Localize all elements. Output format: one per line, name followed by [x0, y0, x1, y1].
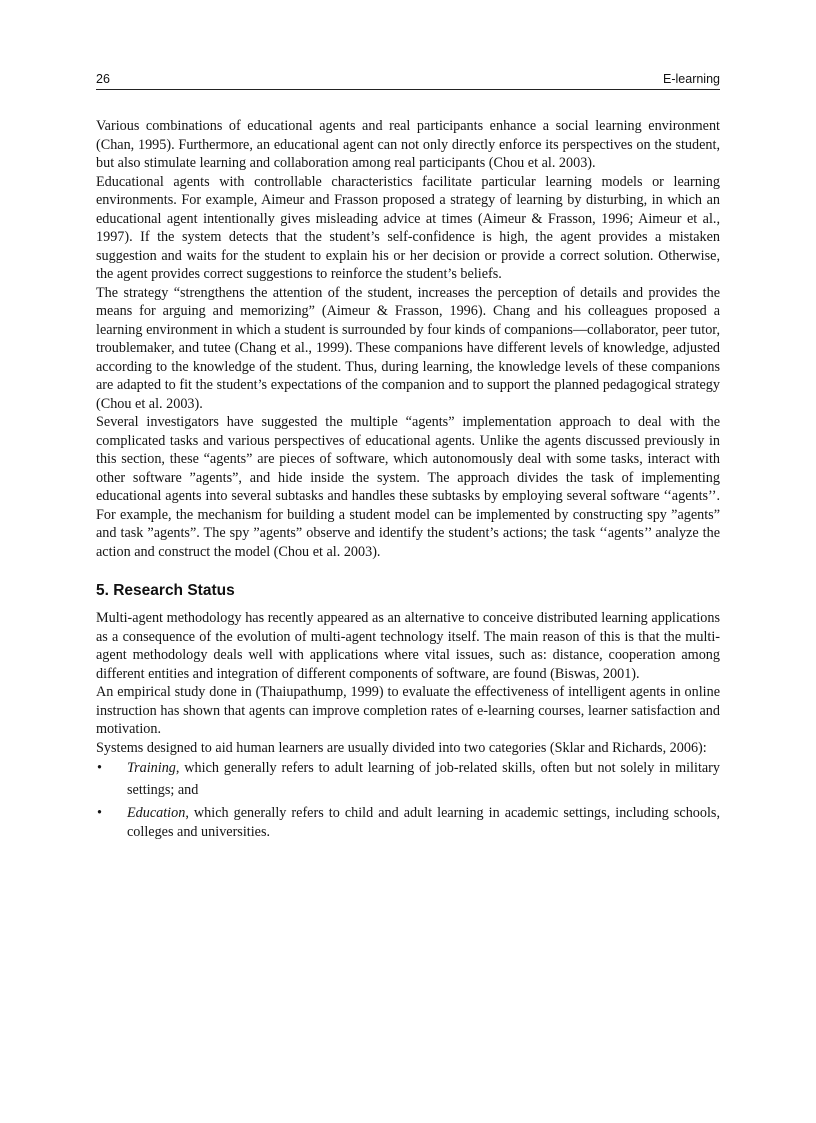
list-item — [96, 757, 720, 801]
paragraph: The strategy “strengthens the attention of the student, increases the perception of details and provides the means for arguing and memorizing” (Aimeur & Frasson, 1996). Chang and his colleagues proposed a learning environment in which a student is surrounded by four kinds of companions—collaborator, peer tutor, troublemaker, and tutee (Chang et al., 1999). These companions have different levels of knowledge, adjusted according to the knowledge of the student. Thus, during learning, the knowledge levels of these companions are adapted to fit the student’s expectations of the companion and to support the planned pedagogical strategy (Chou et al. 2003). — [96, 284, 720, 412]
page-number: 26 — [96, 72, 110, 86]
paragraph: Various combinations of educational agents and real participants enhance a social learning environment (Chan, 1995). Furthermore, an educational agent can not only directly enforce its perspectives on the student, but also stimulate learning and collaboration among real participants (Chou et al. 2003). — [96, 118, 720, 171]
list-item — [96, 804, 720, 841]
paragraph: Several investigators have suggested the multiple “agents” implementation approach to deal with the complicated tasks and various perspectives of educational agents. Unlike the agents discussed previously in this section, these “agents” are pieces of software, which autonomously deal with some tasks, interact with other software ”agents”, and hide inside the system. The approach divides the task of implementing educational agents into several subtasks and handles these subtasks by employing several software ‘‘agents’’. For example, the mechanism for building a student model can be implemented by constructing spy ”agents” and task ”agents”. The spy ”agents” observe and identify the student’s actions; the task ‘‘agents’’ analyze the action and construct the model (Chou et al. 2003). — [96, 414, 720, 560]
bullet-icon: • — [97, 760, 102, 776]
running-title: E-learning — [663, 72, 720, 86]
list-term: Education — [127, 805, 186, 821]
bullet-icon: • — [97, 805, 102, 821]
list-text: , which generally refers to adult learning of job-related skills, often but not solely in military settings; and — [127, 760, 720, 798]
section-heading: 5. Research Status — [96, 582, 235, 599]
paragraph: An empirical study done in (Thaiupathump, 1999) to evaluate the effectiveness of intelligent agents in online instruction has shown that agents can improve completion rates of e-learning courses, learner satisfaction and motivation. — [96, 684, 720, 737]
paragraph: Educational agents with controllable characteristics facilitate particular learning models or learning environments. For example, Aimeur and Frasson proposed a strategy of learning by disturbing, in which an educational agent intentionally gives misleading advice at times (Aimeur & Frasson, 1996; Aimeur et al., 1997). If the system detects that the student’s self-confidence is high, the agent provides a mistaken suggestion and waits for the student to explain his or her decision or provide a correct solution. Otherwise, the agent provides correct suggestions to reinforce the student’s beliefs. — [96, 173, 720, 282]
list-term: Training — [127, 760, 176, 776]
body-text — [96, 117, 720, 843]
bullet-list — [96, 757, 720, 841]
paragraph: Systems designed to aid human learners are usually divided into two categories (Sklar and Richards, 2006): — [96, 739, 707, 756]
list-text: , which generally refers to child and adult learning in academic settings, including schools, colleges and universities. — [127, 805, 720, 840]
paragraph: Multi-agent methodology has recently appeared as an alternative to conceive distributed learning applications as a consequence of the evolution of multi-agent technology itself. The main reason of this is that the multi-agent methodology deals well with applications where vital issues, such as: distance, cooperation among different entities and integration of different components of software, are found (Biswas, 2001). — [96, 610, 720, 682]
running-header — [96, 72, 720, 90]
